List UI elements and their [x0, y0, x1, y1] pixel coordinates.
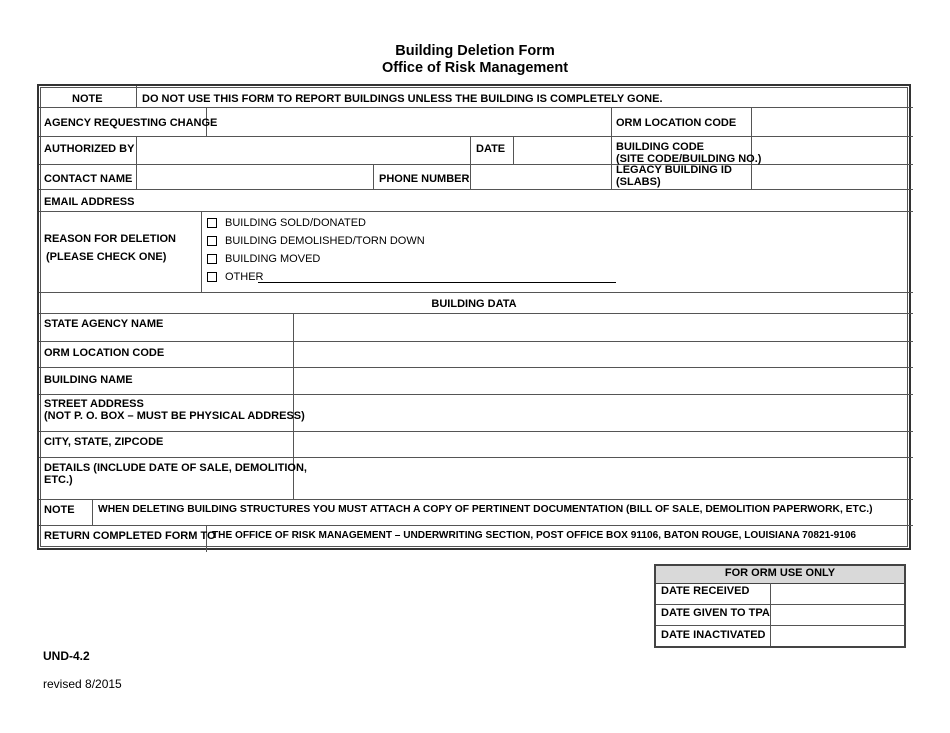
street-address-title: STREET ADDRESS [44, 398, 144, 410]
note-2-label: NOTE [44, 504, 75, 516]
agency-field[interactable] [206, 106, 608, 134]
checkbox-moved[interactable] [207, 254, 217, 264]
checkbox-other[interactable] [207, 272, 217, 282]
col-divider [373, 164, 374, 189]
date-field[interactable] [513, 135, 607, 162]
reason-subtitle: (PLEASE CHECK ONE) [46, 251, 167, 263]
checkbox-sold[interactable] [207, 218, 217, 228]
date-given-to-tpa-field[interactable] [771, 603, 904, 623]
building-name-field[interactable] [293, 366, 909, 392]
reason-label [44, 230, 176, 266]
legacy-building-id-subtitle: (SLABS) [616, 176, 661, 188]
note-label: NOTE [72, 93, 103, 105]
agency-label: AGENCY REQUESTING CHANGE [44, 117, 218, 129]
date-label: DATE [476, 143, 506, 155]
building-name-label: BUILDING NAME [44, 374, 133, 386]
date-given-to-tpa-label: DATE GIVEN TO TPA [661, 607, 770, 619]
reason-sold-label: BUILDING SOLD/DONATED [225, 217, 366, 229]
email-address-field[interactable] [136, 188, 909, 209]
reason-demolished-label: BUILDING DEMOLISHED/TORN DOWN [225, 235, 425, 247]
reason-other-label: OTHER [225, 271, 264, 283]
building-code-title: BUILDING CODE [616, 141, 704, 153]
date-received-label: DATE RECEIVED [661, 585, 750, 597]
return-address-text: THE OFFICE OF RISK MANAGEMENT – UNDERWRITING SECTION, POST OFFICE BOX 91106, BATON ROUGE, LOUISIANA 70821-9106 [212, 530, 857, 541]
authorized-by-label: AUTHORIZED BY [44, 143, 135, 155]
email-address-label: EMAIL ADDRESS [44, 196, 135, 208]
row-divider [39, 499, 913, 500]
form-title: Building Deletion Form [395, 43, 555, 59]
col-divider [136, 86, 137, 107]
note-text: DO NOT USE THIS FORM TO REPORT BUILDINGS UNLESS THE BUILDING IS COMPLETELY GONE. [142, 93, 663, 105]
legacy-building-id-title: LEGACY BUILDING ID [616, 164, 732, 176]
reason-moved-option[interactable] [207, 253, 320, 265]
note-2-text: WHEN DELETING BUILDING STRUCTURES YOU MUST ATTACH A COPY OF PERTINENT DOCUMENTATION (BILL OF SALE, DEMOLITION PAPERWORK, ETC.) [98, 504, 873, 515]
form-code: UND-4.2 [43, 649, 90, 663]
building-code-label [616, 141, 761, 165]
return-label: RETURN COMPLETED FORM TO [44, 530, 216, 542]
city-state-zip-label: CITY, STATE, ZIPCODE [44, 436, 164, 448]
reason-moved-label: BUILDING MOVED [225, 253, 321, 265]
details-field[interactable] [293, 456, 909, 497]
orm-location-code-field[interactable] [751, 106, 910, 134]
contact-name-label: CONTACT NAME [44, 173, 133, 185]
row-divider [39, 525, 913, 526]
orm-location-code-2-label: ORM LOCATION CODE [44, 347, 165, 359]
details-title: DETAILS (INCLUDE DATE OF SALE, DEMOLITION, [44, 462, 307, 474]
reason-other-option[interactable] [207, 271, 264, 283]
state-agency-name-field[interactable] [293, 313, 909, 339]
street-address-field[interactable] [293, 393, 909, 429]
details-label [44, 462, 307, 486]
phone-number-label: PHONE NUMBER [379, 173, 470, 185]
street-address-subtitle: (NOT P. O. BOX – MUST BE PHYSICAL ADDRESS) [44, 409, 305, 422]
authorized-by-field[interactable] [136, 135, 469, 162]
contact-name-field[interactable] [136, 163, 369, 187]
orm-use-only-heading: FOR ORM USE ONLY [724, 567, 836, 579]
legacy-building-id-label [616, 164, 732, 188]
reason-sold-option[interactable] [207, 217, 366, 229]
building-code-field[interactable] [751, 135, 910, 162]
date-inactivated-field[interactable] [771, 624, 904, 645]
col-divider [611, 107, 612, 189]
reason-demolished-option[interactable] [207, 235, 425, 247]
date-received-field[interactable] [771, 582, 904, 602]
revision-date: revised 8/2015 [43, 677, 122, 691]
state-agency-name-label: STATE AGENCY NAME [44, 318, 164, 330]
row-divider [39, 292, 913, 293]
other-reason-field[interactable] [258, 282, 616, 283]
col-divider [201, 211, 202, 292]
checkbox-demolished[interactable] [207, 236, 217, 246]
col-divider [92, 499, 93, 525]
street-address-label [44, 399, 305, 422]
date-inactivated-label: DATE INACTIVATED [661, 629, 766, 641]
details-subtitle: ETC.) [44, 474, 73, 486]
form-subtitle: Office of Risk Management [381, 60, 569, 76]
legacy-building-id-field[interactable] [751, 163, 910, 187]
building-code-subtitle: (SITE CODE/BUILDING NO.) [616, 153, 762, 165]
reason-title: REASON FOR DELETION [44, 233, 177, 245]
row-divider [39, 211, 913, 212]
city-state-zip-field[interactable] [293, 430, 909, 455]
orm-location-code-2-field[interactable] [293, 340, 909, 365]
phone-number-field[interactable] [469, 163, 607, 187]
orm-location-code-label: ORM LOCATION CODE [616, 117, 737, 129]
building-data-heading: BUILDING DATA [431, 298, 517, 310]
